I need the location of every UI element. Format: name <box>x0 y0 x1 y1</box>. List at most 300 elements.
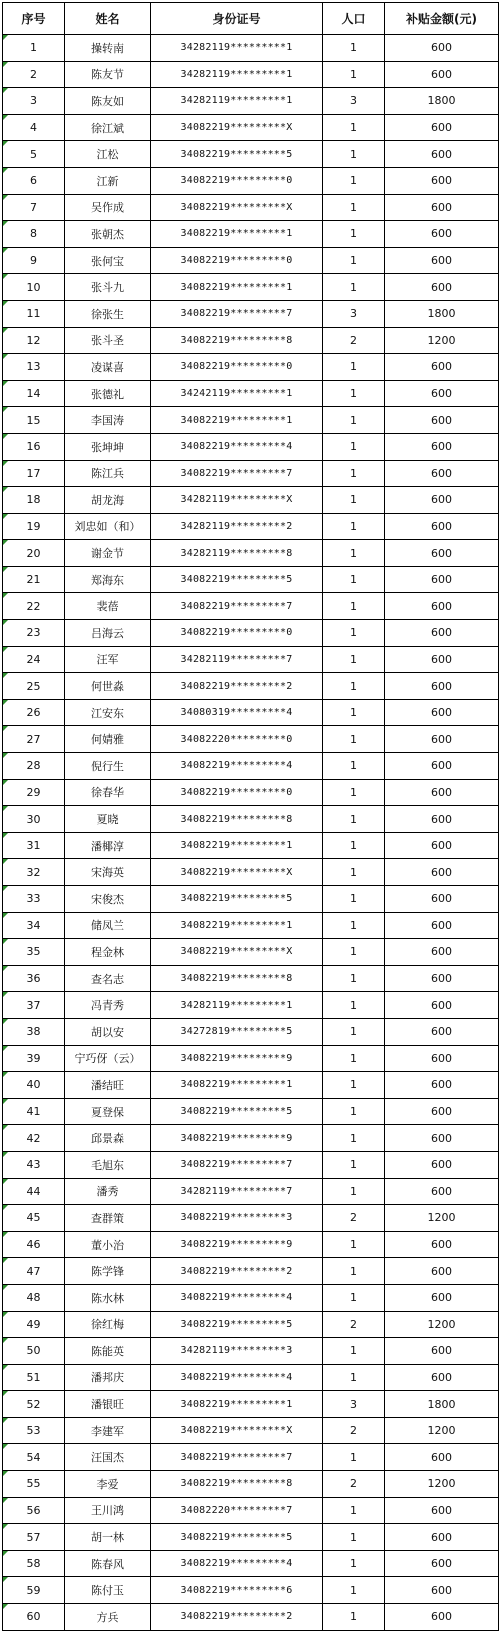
cell-subsidy-amount: 600 <box>385 141 499 168</box>
cell-name: 张何宝 <box>65 247 151 274</box>
table-row <box>3 167 499 194</box>
table-row <box>3 1497 499 1524</box>
table-row <box>3 992 499 1019</box>
table-row <box>3 354 499 381</box>
cell-subsidy-amount: 600 <box>385 779 499 806</box>
cell-population: 1 <box>323 1125 385 1152</box>
cell-subsidy-amount: 600 <box>385 1577 499 1604</box>
cell-id-number: 34082219*********1 <box>151 1072 323 1099</box>
table-row <box>3 886 499 913</box>
cell-serial: 24 <box>3 646 65 673</box>
cell-population: 1 <box>323 1018 385 1045</box>
cell-serial: 17 <box>3 460 65 487</box>
cell-serial: 19 <box>3 513 65 540</box>
cell-serial: 58 <box>3 1550 65 1577</box>
cell-subsidy-amount: 600 <box>385 194 499 221</box>
cell-serial: 26 <box>3 699 65 726</box>
cell-serial: 21 <box>3 566 65 593</box>
cell-serial: 43 <box>3 1151 65 1178</box>
cell-population: 1 <box>323 141 385 168</box>
cell-name: 胡以安 <box>65 1018 151 1045</box>
cell-subsidy-amount: 600 <box>385 1604 499 1631</box>
cell-serial: 25 <box>3 673 65 700</box>
cell-name: 宋俊杰 <box>65 886 151 913</box>
table-row <box>3 646 499 673</box>
cell-id-number: 34082219*********X <box>151 1417 323 1444</box>
header-subsidy-amount: 补贴金额(元) <box>385 3 499 35</box>
table-row <box>3 1125 499 1152</box>
table-row <box>3 1550 499 1577</box>
cell-population: 1 <box>323 1072 385 1099</box>
cell-population: 1 <box>323 620 385 647</box>
cell-population: 3 <box>323 300 385 327</box>
cell-population: 1 <box>323 673 385 700</box>
table-row <box>3 939 499 966</box>
cell-population: 1 <box>323 1577 385 1604</box>
cell-population: 1 <box>323 407 385 434</box>
table-body <box>3 35 499 1631</box>
cell-subsidy-amount: 600 <box>385 380 499 407</box>
cell-name: 王川鸿 <box>65 1497 151 1524</box>
cell-name: 潘银旺 <box>65 1391 151 1418</box>
cell-subsidy-amount: 600 <box>385 407 499 434</box>
cell-subsidy-amount: 600 <box>385 1524 499 1551</box>
cell-name: 张德礼 <box>65 380 151 407</box>
cell-name: 何世淼 <box>65 673 151 700</box>
cell-name: 宋海英 <box>65 859 151 886</box>
cell-id-number: 34082219*********2 <box>151 1258 323 1285</box>
table-row <box>3 35 499 62</box>
cell-population: 1 <box>323 1045 385 1072</box>
cell-name: 郑海东 <box>65 566 151 593</box>
cell-population: 3 <box>323 88 385 115</box>
cell-id-number: 34082219*********6 <box>151 1577 323 1604</box>
cell-id-number: 34082219*********8 <box>151 327 323 354</box>
cell-id-number: 34082219*********4 <box>151 1364 323 1391</box>
table-row <box>3 1072 499 1099</box>
table-row <box>3 726 499 753</box>
cell-population: 1 <box>323 1338 385 1365</box>
header-name: 姓名 <box>65 3 151 35</box>
cell-id-number: 34082219*********1 <box>151 1391 323 1418</box>
cell-name: 张斗九 <box>65 274 151 301</box>
cell-serial: 4 <box>3 114 65 141</box>
cell-serial: 23 <box>3 620 65 647</box>
cell-subsidy-amount: 600 <box>385 593 499 620</box>
cell-serial: 44 <box>3 1178 65 1205</box>
cell-subsidy-amount: 600 <box>385 540 499 567</box>
cell-id-number: 34082220*********7 <box>151 1497 323 1524</box>
cell-population: 3 <box>323 1391 385 1418</box>
cell-subsidy-amount: 600 <box>385 1231 499 1258</box>
table-row <box>3 274 499 301</box>
cell-serial: 52 <box>3 1391 65 1418</box>
cell-subsidy-amount: 600 <box>385 1072 499 1099</box>
cell-serial: 8 <box>3 221 65 248</box>
table-row <box>3 1524 499 1551</box>
cell-population: 1 <box>323 35 385 62</box>
cell-id-number: 34082219*********1 <box>151 832 323 859</box>
cell-population: 1 <box>323 540 385 567</box>
cell-serial: 5 <box>3 141 65 168</box>
cell-serial: 18 <box>3 487 65 514</box>
table-row <box>3 380 499 407</box>
cell-id-number: 34082219*********9 <box>151 1045 323 1072</box>
cell-id-number: 34282119*********X <box>151 487 323 514</box>
table-row <box>3 1417 499 1444</box>
cell-subsidy-amount: 1200 <box>385 327 499 354</box>
cell-serial: 45 <box>3 1205 65 1232</box>
cell-population: 1 <box>323 221 385 248</box>
table-row <box>3 1284 499 1311</box>
cell-population: 1 <box>323 1444 385 1471</box>
cell-subsidy-amount: 600 <box>385 1045 499 1072</box>
cell-serial: 37 <box>3 992 65 1019</box>
cell-serial: 2 <box>3 61 65 88</box>
cell-population: 1 <box>323 1151 385 1178</box>
cell-population: 1 <box>323 1178 385 1205</box>
table-row <box>3 699 499 726</box>
cell-serial: 15 <box>3 407 65 434</box>
cell-name: 凌谋喜 <box>65 354 151 381</box>
header-id-number: 身份证号 <box>151 3 323 35</box>
table-row <box>3 460 499 487</box>
cell-name: 陈学锋 <box>65 1258 151 1285</box>
cell-id-number: 34082219*********8 <box>151 965 323 992</box>
cell-id-number: 34082219*********2 <box>151 1604 323 1631</box>
table-row <box>3 1098 499 1125</box>
cell-id-number: 34082219*********7 <box>151 460 323 487</box>
table-row <box>3 1338 499 1365</box>
table-row <box>3 513 499 540</box>
cell-name: 毛旭东 <box>65 1151 151 1178</box>
cell-name: 徐春华 <box>65 779 151 806</box>
cell-name: 操转南 <box>65 35 151 62</box>
cell-subsidy-amount: 600 <box>385 247 499 274</box>
cell-subsidy-amount: 600 <box>385 1550 499 1577</box>
cell-subsidy-amount: 600 <box>385 513 499 540</box>
table-row <box>3 1178 499 1205</box>
cell-population: 1 <box>323 806 385 833</box>
table-row <box>3 540 499 567</box>
cell-subsidy-amount: 600 <box>385 859 499 886</box>
cell-serial: 20 <box>3 540 65 567</box>
cell-id-number: 34082219*********X <box>151 859 323 886</box>
cell-id-number: 34082219*********4 <box>151 1550 323 1577</box>
cell-name: 江松 <box>65 141 151 168</box>
cell-id-number: 34082219*********4 <box>151 753 323 780</box>
table-header <box>3 3 499 35</box>
cell-serial: 12 <box>3 327 65 354</box>
cell-population: 1 <box>323 487 385 514</box>
table-row <box>3 593 499 620</box>
cell-id-number: 34272819*********5 <box>151 1018 323 1045</box>
cell-serial: 1 <box>3 35 65 62</box>
subsidy-table <box>2 2 499 1631</box>
cell-name: 查名志 <box>65 965 151 992</box>
cell-serial: 50 <box>3 1338 65 1365</box>
cell-subsidy-amount: 600 <box>385 673 499 700</box>
header-row <box>3 3 499 35</box>
cell-id-number: 34082219*********X <box>151 194 323 221</box>
cell-id-number: 34282119*********7 <box>151 1178 323 1205</box>
cell-population: 1 <box>323 1284 385 1311</box>
cell-population: 1 <box>323 1550 385 1577</box>
cell-subsidy-amount: 1800 <box>385 300 499 327</box>
cell-subsidy-amount: 600 <box>385 726 499 753</box>
cell-population: 2 <box>323 1311 385 1338</box>
cell-subsidy-amount: 600 <box>385 274 499 301</box>
cell-subsidy-amount: 600 <box>385 886 499 913</box>
table-row <box>3 194 499 221</box>
cell-serial: 9 <box>3 247 65 274</box>
table-row <box>3 1311 499 1338</box>
cell-subsidy-amount: 600 <box>385 939 499 966</box>
cell-serial: 47 <box>3 1258 65 1285</box>
cell-serial: 28 <box>3 753 65 780</box>
cell-subsidy-amount: 600 <box>385 1018 499 1045</box>
cell-serial: 60 <box>3 1604 65 1631</box>
cell-name: 张朝杰 <box>65 221 151 248</box>
cell-population: 1 <box>323 992 385 1019</box>
cell-serial: 53 <box>3 1417 65 1444</box>
cell-id-number: 34082219*********0 <box>151 779 323 806</box>
cell-serial: 10 <box>3 274 65 301</box>
cell-subsidy-amount: 600 <box>385 1151 499 1178</box>
cell-id-number: 34082219*********X <box>151 114 323 141</box>
cell-id-number: 34080319*********4 <box>151 699 323 726</box>
cell-name: 徐江斌 <box>65 114 151 141</box>
cell-name: 夏登保 <box>65 1098 151 1125</box>
cell-serial: 7 <box>3 194 65 221</box>
cell-name: 潘邦庆 <box>65 1364 151 1391</box>
cell-id-number: 34082219*********1 <box>151 912 323 939</box>
cell-name: 陈春风 <box>65 1550 151 1577</box>
cell-population: 1 <box>323 167 385 194</box>
cell-population: 1 <box>323 433 385 460</box>
cell-id-number: 34082219*********5 <box>151 1524 323 1551</box>
cell-serial: 42 <box>3 1125 65 1152</box>
table-row <box>3 859 499 886</box>
cell-population: 1 <box>323 832 385 859</box>
cell-name: 吴作成 <box>65 194 151 221</box>
cell-subsidy-amount: 600 <box>385 487 499 514</box>
cell-population: 1 <box>323 380 385 407</box>
cell-name: 徐张生 <box>65 300 151 327</box>
cell-subsidy-amount: 600 <box>385 699 499 726</box>
cell-name: 江安东 <box>65 699 151 726</box>
table-row <box>3 247 499 274</box>
cell-id-number: 34082219*********1 <box>151 407 323 434</box>
cell-population: 1 <box>323 779 385 806</box>
cell-name: 汪国杰 <box>65 1444 151 1471</box>
cell-serial: 39 <box>3 1045 65 1072</box>
cell-population: 1 <box>323 354 385 381</box>
cell-serial: 59 <box>3 1577 65 1604</box>
table-row <box>3 912 499 939</box>
cell-subsidy-amount: 600 <box>385 1178 499 1205</box>
cell-serial: 29 <box>3 779 65 806</box>
cell-id-number: 34282119*********1 <box>151 992 323 1019</box>
table-row <box>3 61 499 88</box>
cell-id-number: 34082219*********4 <box>151 433 323 460</box>
cell-id-number: 34082219*********7 <box>151 593 323 620</box>
cell-name: 汪军 <box>65 646 151 673</box>
cell-subsidy-amount: 600 <box>385 35 499 62</box>
cell-subsidy-amount: 600 <box>385 832 499 859</box>
cell-subsidy-amount: 1800 <box>385 1391 499 1418</box>
cell-subsidy-amount: 600 <box>385 114 499 141</box>
cell-name: 徐红梅 <box>65 1311 151 1338</box>
cell-serial: 14 <box>3 380 65 407</box>
cell-name: 陈友节 <box>65 61 151 88</box>
cell-subsidy-amount: 600 <box>385 1284 499 1311</box>
cell-name: 何婧雅 <box>65 726 151 753</box>
cell-name: 董小治 <box>65 1231 151 1258</box>
cell-subsidy-amount: 600 <box>385 646 499 673</box>
header-serial: 序号 <box>3 3 65 35</box>
table-row <box>3 300 499 327</box>
cell-population: 1 <box>323 1497 385 1524</box>
cell-serial: 35 <box>3 939 65 966</box>
table-row <box>3 1444 499 1471</box>
cell-population: 1 <box>323 1231 385 1258</box>
cell-id-number: 34082219*********7 <box>151 300 323 327</box>
cell-population: 1 <box>323 566 385 593</box>
table-row <box>3 1577 499 1604</box>
cell-serial: 36 <box>3 965 65 992</box>
cell-id-number: 34242119*********1 <box>151 380 323 407</box>
cell-population: 1 <box>323 726 385 753</box>
cell-id-number: 34082219*********5 <box>151 566 323 593</box>
cell-subsidy-amount: 600 <box>385 1098 499 1125</box>
cell-subsidy-amount: 600 <box>385 753 499 780</box>
cell-id-number: 34282119*********1 <box>151 88 323 115</box>
cell-population: 1 <box>323 194 385 221</box>
cell-id-number: 34282119*********1 <box>151 35 323 62</box>
cell-id-number: 34282119*********2 <box>151 513 323 540</box>
table-row <box>3 1471 499 1498</box>
cell-id-number: 34082219*********7 <box>151 1444 323 1471</box>
cell-id-number: 34082219*********5 <box>151 886 323 913</box>
cell-name: 程金林 <box>65 939 151 966</box>
cell-serial: 6 <box>3 167 65 194</box>
table-row <box>3 221 499 248</box>
cell-population: 1 <box>323 114 385 141</box>
cell-subsidy-amount: 1200 <box>385 1471 499 1498</box>
table-row <box>3 673 499 700</box>
cell-population: 2 <box>323 1417 385 1444</box>
cell-population: 1 <box>323 859 385 886</box>
table-row <box>3 965 499 992</box>
cell-population: 2 <box>323 327 385 354</box>
cell-serial: 13 <box>3 354 65 381</box>
cell-subsidy-amount: 600 <box>385 460 499 487</box>
cell-population: 1 <box>323 274 385 301</box>
cell-name: 张坤坤 <box>65 433 151 460</box>
cell-id-number: 34082219*********1 <box>151 274 323 301</box>
cell-subsidy-amount: 600 <box>385 354 499 381</box>
cell-id-number: 34082220*********0 <box>151 726 323 753</box>
cell-subsidy-amount: 1200 <box>385 1205 499 1232</box>
cell-name: 倪行生 <box>65 753 151 780</box>
cell-name: 李爱 <box>65 1471 151 1498</box>
table-row <box>3 753 499 780</box>
table-row <box>3 407 499 434</box>
cell-name: 冯青秀 <box>65 992 151 1019</box>
cell-serial: 41 <box>3 1098 65 1125</box>
cell-population: 1 <box>323 886 385 913</box>
cell-name: 胡一林 <box>65 1524 151 1551</box>
cell-name: 刘忠如（和） <box>65 513 151 540</box>
cell-population: 1 <box>323 939 385 966</box>
cell-population: 1 <box>323 1098 385 1125</box>
table-row <box>3 1151 499 1178</box>
cell-id-number: 34082219*********7 <box>151 1151 323 1178</box>
cell-id-number: 34082219*********5 <box>151 1098 323 1125</box>
cell-id-number: 34082219*********3 <box>151 1205 323 1232</box>
cell-id-number: 34082219*********2 <box>151 673 323 700</box>
table-row <box>3 1391 499 1418</box>
table-row <box>3 433 499 460</box>
cell-population: 1 <box>323 247 385 274</box>
table-row <box>3 88 499 115</box>
cell-population: 1 <box>323 699 385 726</box>
cell-name: 邱景森 <box>65 1125 151 1152</box>
cell-name: 方兵 <box>65 1604 151 1631</box>
cell-id-number: 34082219*********4 <box>151 1284 323 1311</box>
table-row <box>3 1018 499 1045</box>
cell-name: 查群策 <box>65 1205 151 1232</box>
cell-subsidy-amount: 600 <box>385 433 499 460</box>
cell-serial: 3 <box>3 88 65 115</box>
cell-population: 1 <box>323 1604 385 1631</box>
cell-serial: 27 <box>3 726 65 753</box>
table-row <box>3 566 499 593</box>
cell-serial: 32 <box>3 859 65 886</box>
table-row <box>3 327 499 354</box>
cell-id-number: 34282119*********3 <box>151 1338 323 1365</box>
table-row <box>3 1258 499 1285</box>
cell-serial: 38 <box>3 1018 65 1045</box>
cell-subsidy-amount: 600 <box>385 61 499 88</box>
cell-serial: 51 <box>3 1364 65 1391</box>
cell-population: 1 <box>323 460 385 487</box>
cell-serial: 30 <box>3 806 65 833</box>
header-population: 人口 <box>323 3 385 35</box>
cell-id-number: 34082219*********5 <box>151 141 323 168</box>
cell-subsidy-amount: 600 <box>385 1444 499 1471</box>
cell-subsidy-amount: 600 <box>385 620 499 647</box>
cell-id-number: 34082219*********9 <box>151 1125 323 1152</box>
table-row <box>3 141 499 168</box>
cell-name: 储凤兰 <box>65 912 151 939</box>
cell-name: 李建军 <box>65 1417 151 1444</box>
cell-serial: 56 <box>3 1497 65 1524</box>
cell-name: 裴蓓 <box>65 593 151 620</box>
cell-subsidy-amount: 1800 <box>385 88 499 115</box>
cell-serial: 55 <box>3 1471 65 1498</box>
cell-name: 李国涛 <box>65 407 151 434</box>
cell-subsidy-amount: 600 <box>385 806 499 833</box>
cell-id-number: 34082219*********X <box>151 939 323 966</box>
cell-serial: 40 <box>3 1072 65 1099</box>
cell-population: 1 <box>323 513 385 540</box>
cell-name: 吕海云 <box>65 620 151 647</box>
table-row <box>3 779 499 806</box>
table-row <box>3 1364 499 1391</box>
cell-population: 1 <box>323 753 385 780</box>
